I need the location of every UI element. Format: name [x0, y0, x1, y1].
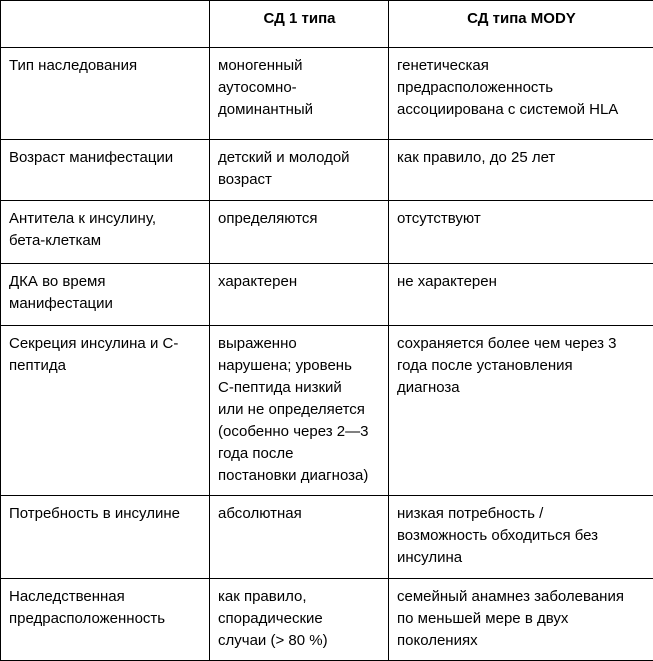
type1-cell: как правило, спорадические случаи (> 80 %) — [210, 579, 389, 661]
mody-cell: генетическая предрасположенность ассоциирована с системой HLA — [389, 48, 653, 140]
type1-cell: абсолютная — [210, 496, 389, 579]
feature-cell: Наследственная предрасположенность — [1, 579, 210, 661]
header-mody-cell: СД типа MODY — [389, 1, 653, 48]
feature-cell: ДКА во время манифестации — [1, 264, 210, 326]
table-row — [1, 140, 653, 201]
type1-cell: выраженно нарушена; уровень С-пептида низкий или не определяется (особенно через 2—3 года после постановки диагноза) — [210, 326, 389, 496]
table-row — [1, 579, 653, 661]
feature-cell: Возраст манифестации — [1, 140, 210, 201]
mody-cell: отсутствуют — [389, 201, 653, 264]
type1-cell: характерен — [210, 264, 389, 326]
header-row — [1, 1, 653, 48]
table-row — [1, 496, 653, 579]
header-feature-cell — [1, 1, 210, 48]
feature-cell: Потребность в инсулине — [1, 496, 210, 579]
feature-cell: Тип наследования — [1, 48, 210, 140]
type1-cell: детский и молодой возраст — [210, 140, 389, 201]
table-row — [1, 201, 653, 264]
mody-cell: семейный анамнез заболевания по меньшей мере в двух поколениях — [389, 579, 653, 661]
mody-cell: не характерен — [389, 264, 653, 326]
type1-cell: определяются — [210, 201, 389, 264]
header-type1-cell: СД 1 типа — [210, 1, 389, 48]
table-row — [1, 264, 653, 326]
mody-cell: сохраняется более чем через 3 года после установления диагноза — [389, 326, 653, 496]
feature-cell: Секреция инсулина и С- пептида — [1, 326, 210, 496]
mody-cell: низкая потребность / возможность обходиться без инсулина — [389, 496, 653, 579]
mody-cell: как правило, до 25 лет — [389, 140, 653, 201]
table-row — [1, 48, 653, 140]
feature-cell: Антитела к инсулину, бета-клеткам — [1, 201, 210, 264]
type1-cell: моногенный аутосомно- доминантный — [210, 48, 389, 140]
table-row — [1, 326, 653, 496]
